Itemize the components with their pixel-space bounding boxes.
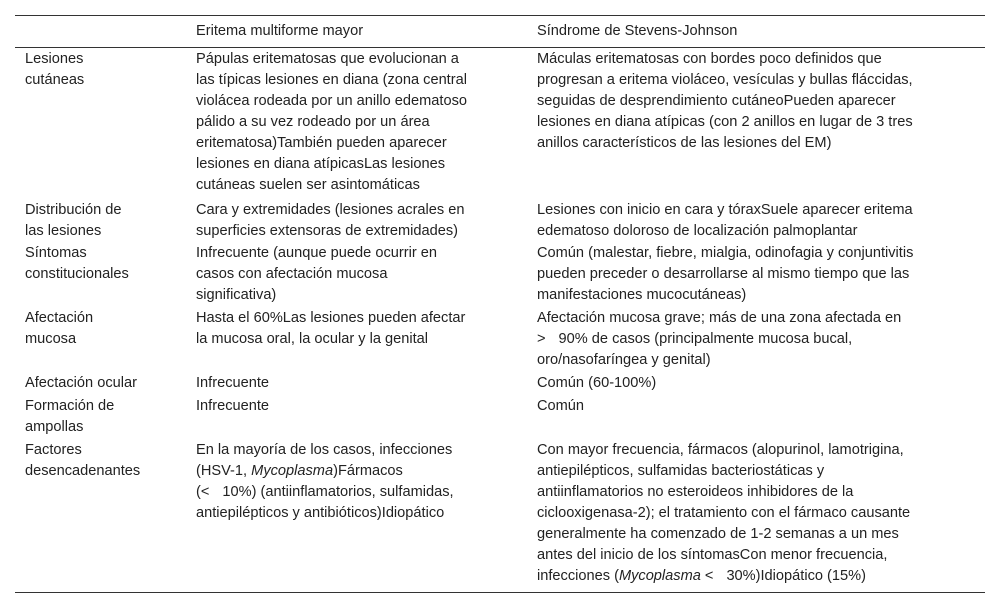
row-label: Factores desencadenantes [25, 442, 141, 479]
row-label: Formación de ampollas [25, 398, 115, 435]
row-label: Distribución de las lesiones [25, 202, 122, 239]
row-label: Afectación ocular [25, 375, 137, 391]
top-rule [15, 15, 985, 16]
em-cell: Infrecuente [196, 398, 270, 414]
sjs-cell: Común [537, 398, 585, 414]
row-label: Síntomas constitucionales [25, 245, 129, 282]
sjs-cell: Con mayor frecuencia, fármacos (alopurinol, lamotrigina, antiepilépticos, sulfamidas bacteriostáticas y antiinflamatorios no esteroideos inhibidores de la ciclooxigenasa-2); el tratamiento con el fármaco causante generalmente ha comenzado de 1-2 semanas a un mes antes del inicio de los síntomasCon menor frecuencia, infecciones (Mycoplasma < 30%)Idiopático (15%) [537, 442, 911, 584]
sjs-cell: Afectación mucosa grave; más de una zona afectada en > 90% de casos (principalmente mucosa bucal, oro/nasofaríngea y genital) [537, 310, 902, 368]
row-label: Afectación mucosa [25, 310, 94, 347]
header-col-em: Eritema multiforme mayor [196, 23, 364, 39]
row-label: Lesiones cutáneas [25, 51, 85, 88]
em-cell: Cara y extremidades (lesiones acrales en superficies extensoras de extremidades) [196, 202, 465, 239]
em-cell: Infrecuente [196, 375, 270, 391]
sjs-cell: Común (malestar, fiebre, mialgia, odinofagia y conjuntivitis pueden preceder o desarrollarse al mismo tiempo que las manifestaciones mucocutáneas) [537, 245, 914, 303]
sjs-cell: Lesiones con inicio en cara y tóraxSuele aparecer eritema edematoso doloroso de localización palmoplantar [537, 202, 913, 239]
sjs-cell: Común (60-100%) [537, 375, 657, 391]
em-cell: Infrecuente (aunque puede ocurrir en casos con afectación mucosa significativa) [196, 245, 437, 303]
em-cell: En la mayoría de los casos, infecciones (HSV-1, Mycoplasma)Fármacos (< 10%) (antiinflamatorios, sulfamidas, antiepilépticos y antibióticos)Idiopático [196, 442, 454, 521]
sjs-cell: Máculas eritematosas con bordes poco definidos que progresan a eritema violáceo, vesículas y bullas fláccidas, seguidas de desprendimiento cutáneoPueden aparecer lesiones en diana atípicas (con 2 anillos en lugar de 3 tres anillos característicos de las lesiones del EM) [537, 51, 913, 151]
header-col-sjs: Síndrome de Stevens-Johnson [537, 23, 738, 39]
em-cell: Hasta el 60%Las lesiones pueden afectar la mucosa oral, la ocular y la genital [196, 310, 466, 347]
header-rule [15, 47, 985, 48]
em-cell: Pápulas eritematosas que evolucionan a las típicas lesiones en diana (zona central violácea rodeada por un anillo edematoso pálido a su vez rodeado por un área eritematosa)También pueden aparecer lesiones en diana atípicasLas lesiones cutáneas suelen ser asintomáticas [196, 51, 467, 193]
bottom-rule [15, 592, 985, 593]
